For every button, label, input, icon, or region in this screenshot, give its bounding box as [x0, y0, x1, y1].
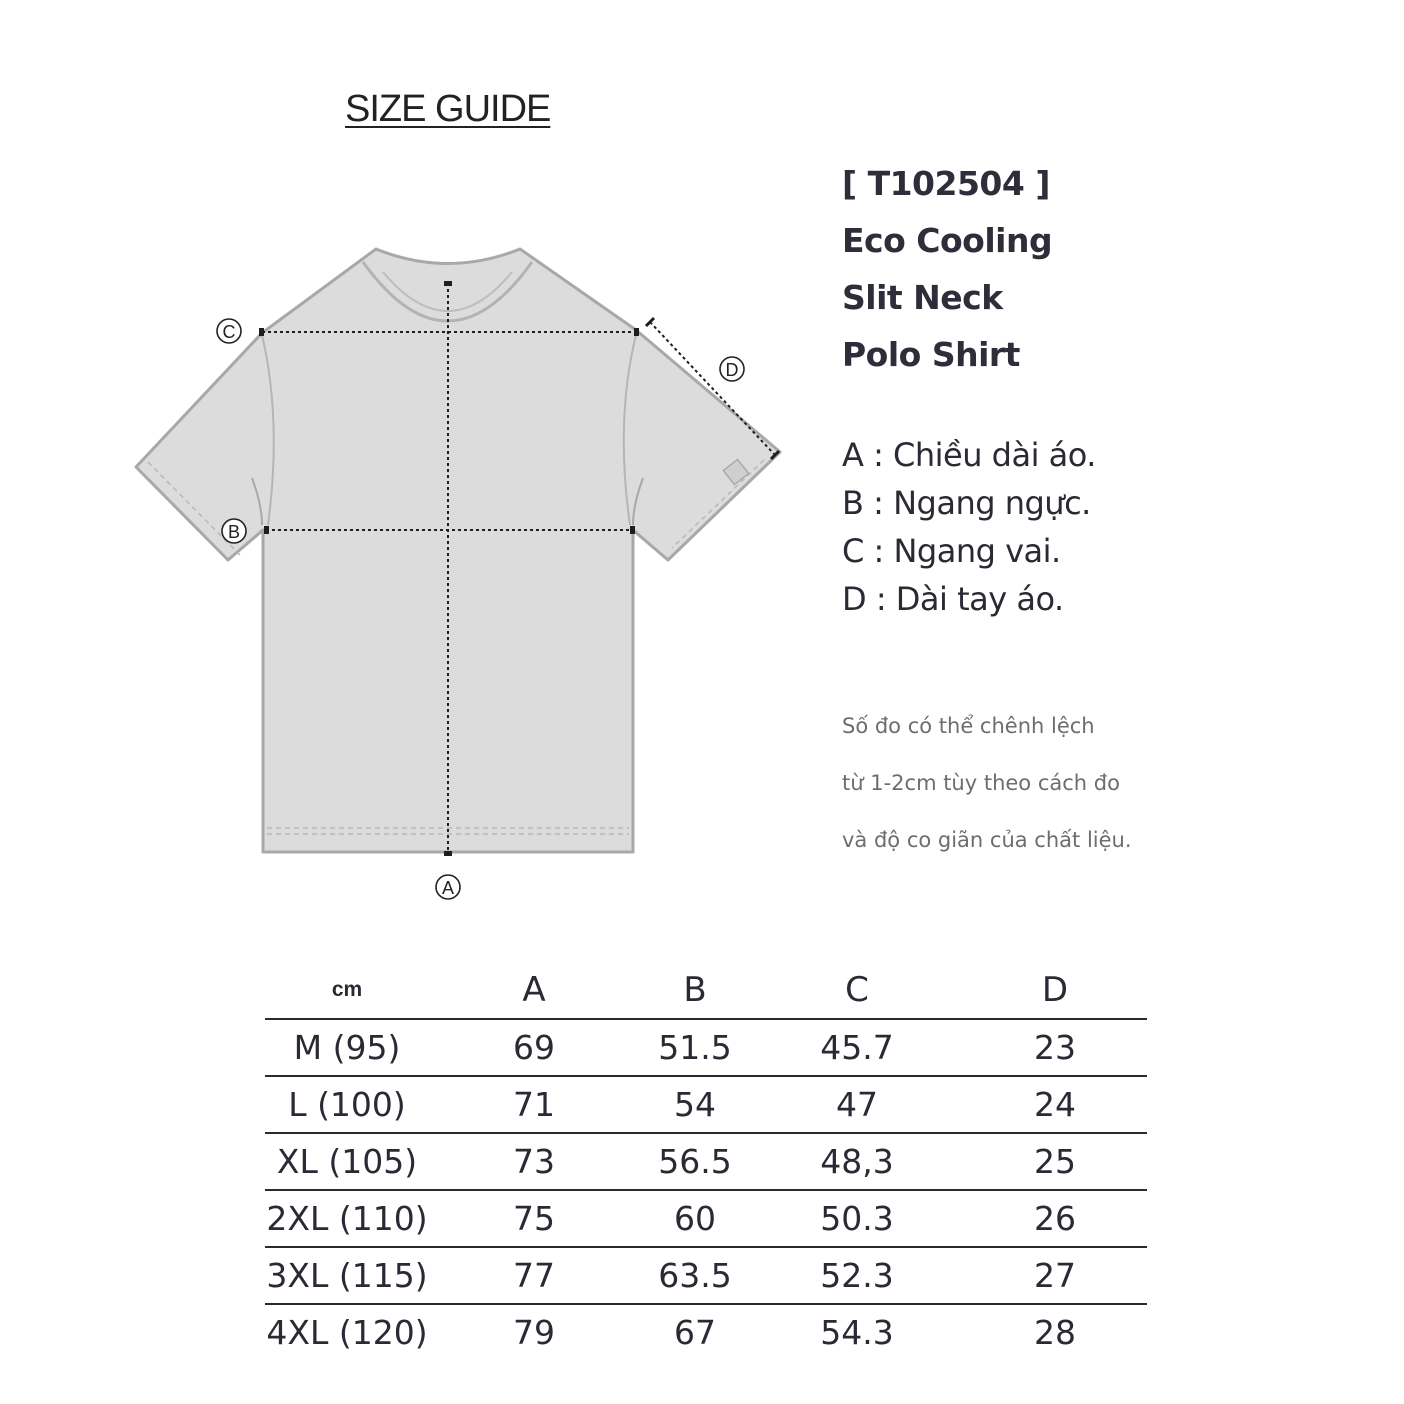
product-name-line: Polo Shirt — [842, 335, 1020, 374]
value-b: 63.5 — [639, 1247, 751, 1304]
legend-item-d: D : Dài tay áo. — [842, 580, 1064, 618]
svg-text:B: B — [227, 522, 241, 542]
value-a: 71 — [429, 1076, 639, 1133]
size-label: L (100) — [265, 1076, 429, 1133]
table-row — [265, 1019, 1147, 1076]
column-header-d: D — [1041, 970, 1069, 1010]
product-name-line: Slit Neck — [842, 278, 1003, 317]
value-b: 54 — [639, 1076, 751, 1133]
value-c: 50.3 — [751, 1190, 963, 1247]
size-table — [265, 962, 1147, 1360]
value-d: 24 — [963, 1076, 1147, 1133]
product-info — [842, 160, 1052, 388]
size-label: 4XL (120) — [266, 1313, 428, 1352]
svg-text:A: A — [441, 878, 455, 898]
legend-item-a: A : Chiều dài áo. — [842, 436, 1096, 474]
measurement-note — [842, 706, 1132, 877]
table-row — [265, 1133, 1147, 1190]
value-a: 77 — [429, 1247, 639, 1304]
value-b: 51.5 — [639, 1019, 751, 1076]
value-c: 48,3 — [751, 1133, 963, 1190]
table-header-row — [265, 962, 1147, 1019]
value-b: 60 — [639, 1190, 751, 1247]
value-a: 69 — [429, 1019, 639, 1076]
svg-text:D: D — [725, 360, 739, 380]
size-label: M (95) — [265, 1019, 429, 1076]
table-row — [265, 1076, 1147, 1133]
product-name-line: Eco Cooling — [842, 221, 1053, 260]
marker-d — [720, 357, 744, 381]
note-line: từ 1-2cm tùy theo cách đo — [842, 771, 1120, 795]
value-a: 73 — [429, 1133, 639, 1190]
value-c: 47 — [751, 1076, 963, 1133]
column-header-b: B — [683, 970, 707, 1010]
size-label: 3XL (115) — [265, 1247, 429, 1304]
marker-a — [436, 875, 460, 899]
table-row — [265, 1247, 1147, 1304]
value-b: 67 — [674, 1313, 716, 1352]
value-a: 75 — [429, 1190, 639, 1247]
marker-b — [222, 519, 246, 543]
svg-text:C: C — [222, 322, 236, 342]
value-d: 23 — [963, 1019, 1147, 1076]
column-header-a: A — [522, 970, 546, 1010]
note-line: Số đo có thể chênh lệch — [842, 714, 1095, 738]
measurement-legend — [842, 432, 1096, 624]
size-label: XL (105) — [265, 1133, 429, 1190]
column-header-c: C — [845, 970, 869, 1010]
value-d: 26 — [963, 1190, 1147, 1247]
page-title: SIZE GUIDE — [345, 88, 551, 130]
note-line: và độ co giãn của chất liệu. — [842, 828, 1132, 852]
legend-item-b: B : Ngang ngực. — [842, 484, 1091, 522]
product-code: [ T102504 ] — [842, 164, 1050, 203]
table-row — [265, 1304, 1147, 1360]
size-label: 2XL (110) — [265, 1190, 429, 1247]
value-c: 54.3 — [820, 1313, 894, 1352]
value-d: 28 — [1034, 1313, 1076, 1352]
unit-header: cm — [331, 978, 363, 1001]
value-b: 56.5 — [639, 1133, 751, 1190]
legend-item-c: C : Ngang vai. — [842, 532, 1061, 570]
table-row — [265, 1190, 1147, 1247]
value-a: 79 — [513, 1313, 555, 1352]
marker-c — [217, 319, 241, 343]
value-c: 52.3 — [751, 1247, 963, 1304]
value-c: 45.7 — [751, 1019, 963, 1076]
value-d: 25 — [963, 1133, 1147, 1190]
value-d: 27 — [963, 1247, 1147, 1304]
